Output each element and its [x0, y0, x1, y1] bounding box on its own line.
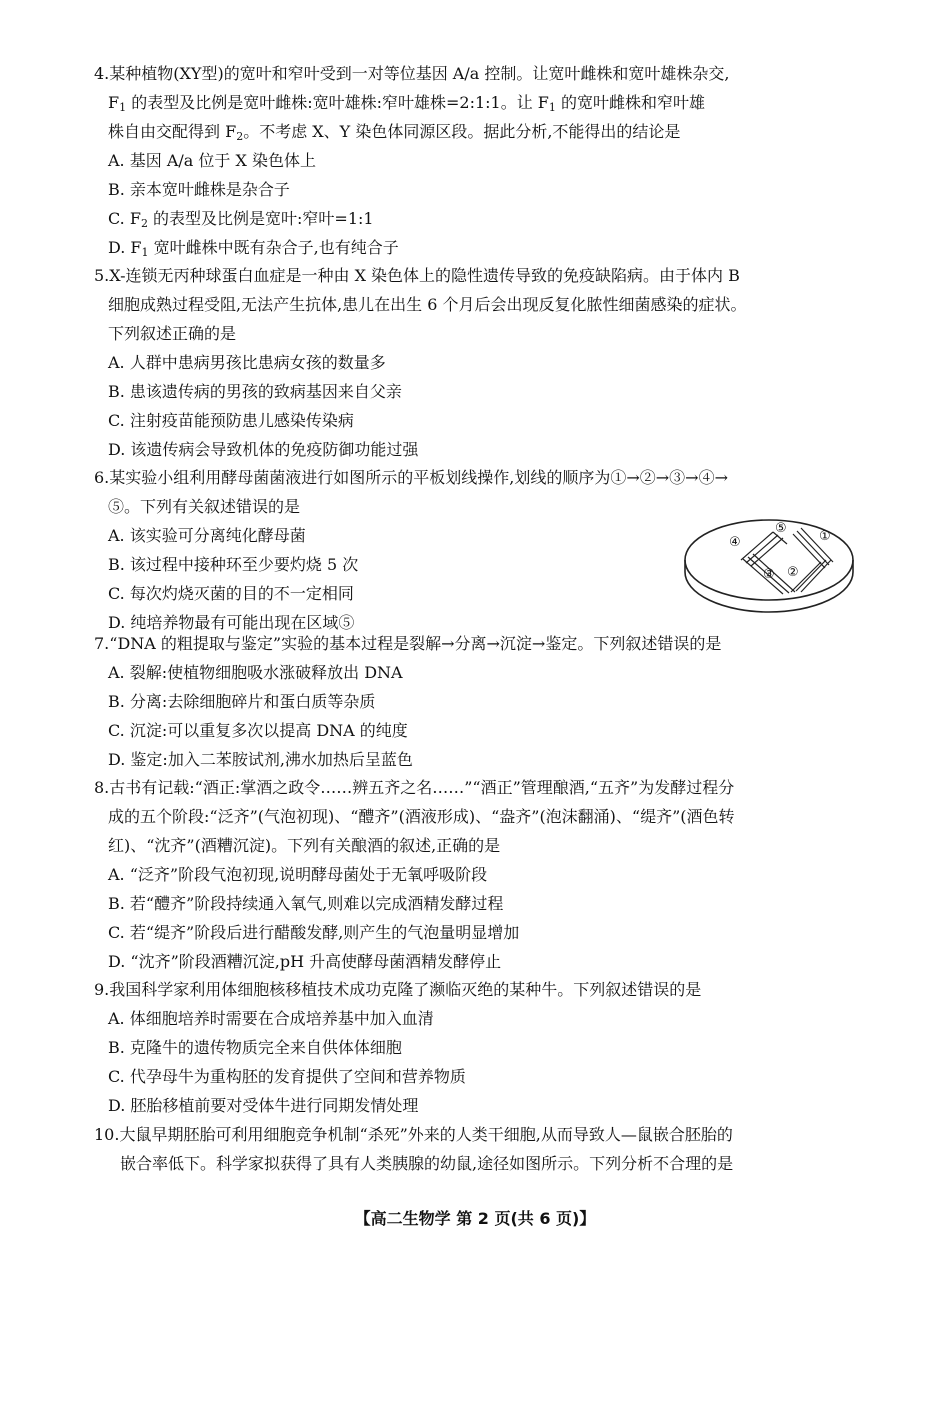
- q8-option-d: D. “沈齐”阶段酒糟沉淀,pH 升高使酵母菌酒精发酵停止: [108, 952, 502, 971]
- q6-option-c: C. 每次灼烧灭菌的目的不一定相同: [108, 584, 354, 603]
- q6-stem-line1: 6.某实验小组利用酵母菌菌液进行如图所示的平板划线操作,划线的顺序为①→②→③→④→: [94, 468, 728, 487]
- q8-option-c: C. 若“缇齐”阶段后进行醋酸发酵,则产生的气泡量明显增加: [108, 923, 520, 942]
- q7-option-d: D. 鉴定:加入二苯胺试剂,沸水加热后呈蓝色: [108, 750, 413, 769]
- petri-dish-streak-figure: [683, 516, 855, 614]
- q8-stem-line2: 成的五个阶段:“泛齐”(气泡初现)、“醴齐”(酒液形成)、“盎齐”(泡沫翻涌)、“缇齐”(酒色转: [108, 807, 735, 826]
- q9-stem-line1: 9.我国科学家利用体细胞核移植技术成功克隆了濒临灭绝的某种牛。下列叙述错误的是: [94, 980, 702, 999]
- q6-option-b: B. 该过程中接种环至少要灼烧 5 次: [108, 555, 359, 574]
- q7-option-c: C. 沉淀:可以重复多次以提高 DNA 的纯度: [108, 721, 408, 740]
- q5-stem-line2: 细胞成熟过程受阻,无法产生抗体,患儿在出生 6 个月后会出现反复化脓性细菌感染的症状。: [108, 295, 747, 314]
- q6-stem-line2: ⑤。下列有关叙述错误的是: [108, 497, 301, 516]
- q10-stem-line1: 10.大鼠早期胚胎可利用细胞竞争机制“杀死”外来的人类干细胞,从而导致人—鼠嵌合胚胎的: [94, 1125, 733, 1144]
- zone-label-1: ①: [819, 529, 831, 544]
- q4-option-b: B. 亲本宽叶雌株是杂合子: [108, 180, 290, 199]
- q5-option-b: B. 患该遗传病的男孩的致病基因来自父亲: [108, 382, 402, 401]
- q4-stem-line1: 4.某种植物(XY型)的宽叶和窄叶受到一对等位基因 A/a 控制。让宽叶雌株和宽叶雄株杂交,: [94, 64, 730, 83]
- q10-stem-line2: 嵌合率低下。科学家拟获得了具有人类胰腺的幼鼠,途径如图所示。下列分析不合理的是: [120, 1154, 734, 1173]
- q4-option-c: C. $F_2$ 的表型及比例是宽叶:窄叶=1:1: [108, 209, 374, 230]
- q9-option-b: B. 克隆牛的遗传物质完全来自供体体细胞: [108, 1038, 402, 1057]
- q5-stem-line3: 下列叙述正确的是: [108, 324, 237, 343]
- q7-stem-line1: 7.“DNA 的粗提取与鉴定”实验的基本过程是裂解→分离→沉淀→鉴定。下列叙述错误的是: [94, 634, 722, 653]
- q7-option-b: B. 分离:去除细胞碎片和蛋白质等杂质: [108, 692, 376, 711]
- q8-stem-line3: 红)、“沈齐”(酒糟沉淀)。下列有关酿酒的叙述,正确的是: [108, 836, 501, 855]
- page-footer: 【高二生物学 第 2 页(共 6 页)】: [354, 1209, 596, 1228]
- q6-option-a: A. 该实验可分离纯化酵母菌: [108, 526, 306, 545]
- zone-label-4: ④: [729, 535, 741, 550]
- q6-option-d: D. 纯培养物最有可能出现在区域⑤: [108, 613, 355, 632]
- q5-stem-line1: 5.X-连锁无丙种球蛋白血症是一种由 X 染色体上的隐性遗传导致的免疫缺陷病。由于体内 B: [94, 266, 740, 285]
- q4-option-d: D. $F_1$ 宽叶雌株中既有杂合子,也有纯合子: [108, 238, 399, 259]
- q4-stem-line2: $F_1$ 的表型及比例是宽叶雌株:宽叶雄株:窄叶雄株=2:1:1。让 $F_1$ 的宽叶雌株和窄叶雄: [108, 93, 705, 114]
- q8-option-a: A. “泛齐”阶段气泡初现,说明酵母菌处于无氧呼吸阶段: [108, 865, 488, 884]
- q8-stem-line1: 8.古书有记载:“酒正:掌酒之政令……辨五齐之名……”“酒正”管理酿酒,“五齐”为发酵过程分: [94, 778, 735, 797]
- zone-label-2: ②: [787, 565, 799, 580]
- q8-option-b: B. 若“醴齐”阶段持续通入氧气,则难以完成酒精发酵过程: [108, 894, 504, 913]
- zone-label-5: ⑤: [775, 521, 787, 536]
- q5-option-d: D. 该遗传病会导致机体的免疫防御功能过强: [108, 440, 419, 459]
- q5-option-c: C. 注射疫苗能预防患儿感染传染病: [108, 411, 354, 430]
- q9-option-a: A. 体细胞培养时需要在合成培养基中加入血清: [108, 1009, 434, 1028]
- q4-option-a: A. 基因 A/a 位于 X 染色体上: [108, 151, 316, 170]
- q7-option-a: A. 裂解:使植物细胞吸水涨破释放出 DNA: [108, 663, 403, 682]
- q9-option-c: C. 代孕母牛为重构胚的发育提供了空间和营养物质: [108, 1067, 466, 1086]
- zone-label-3: ③: [763, 567, 775, 582]
- q5-option-a: A. 人群中患病男孩比患病女孩的数量多: [108, 353, 386, 372]
- q9-option-d: D. 胚胎移植前要对受体牛进行同期发情处理: [108, 1096, 419, 1115]
- q4-stem-line3: 株自由交配得到 $F_2$。不考虑 X、Y 染色体同源区段。据此分析,不能得出的结论是: [108, 122, 681, 143]
